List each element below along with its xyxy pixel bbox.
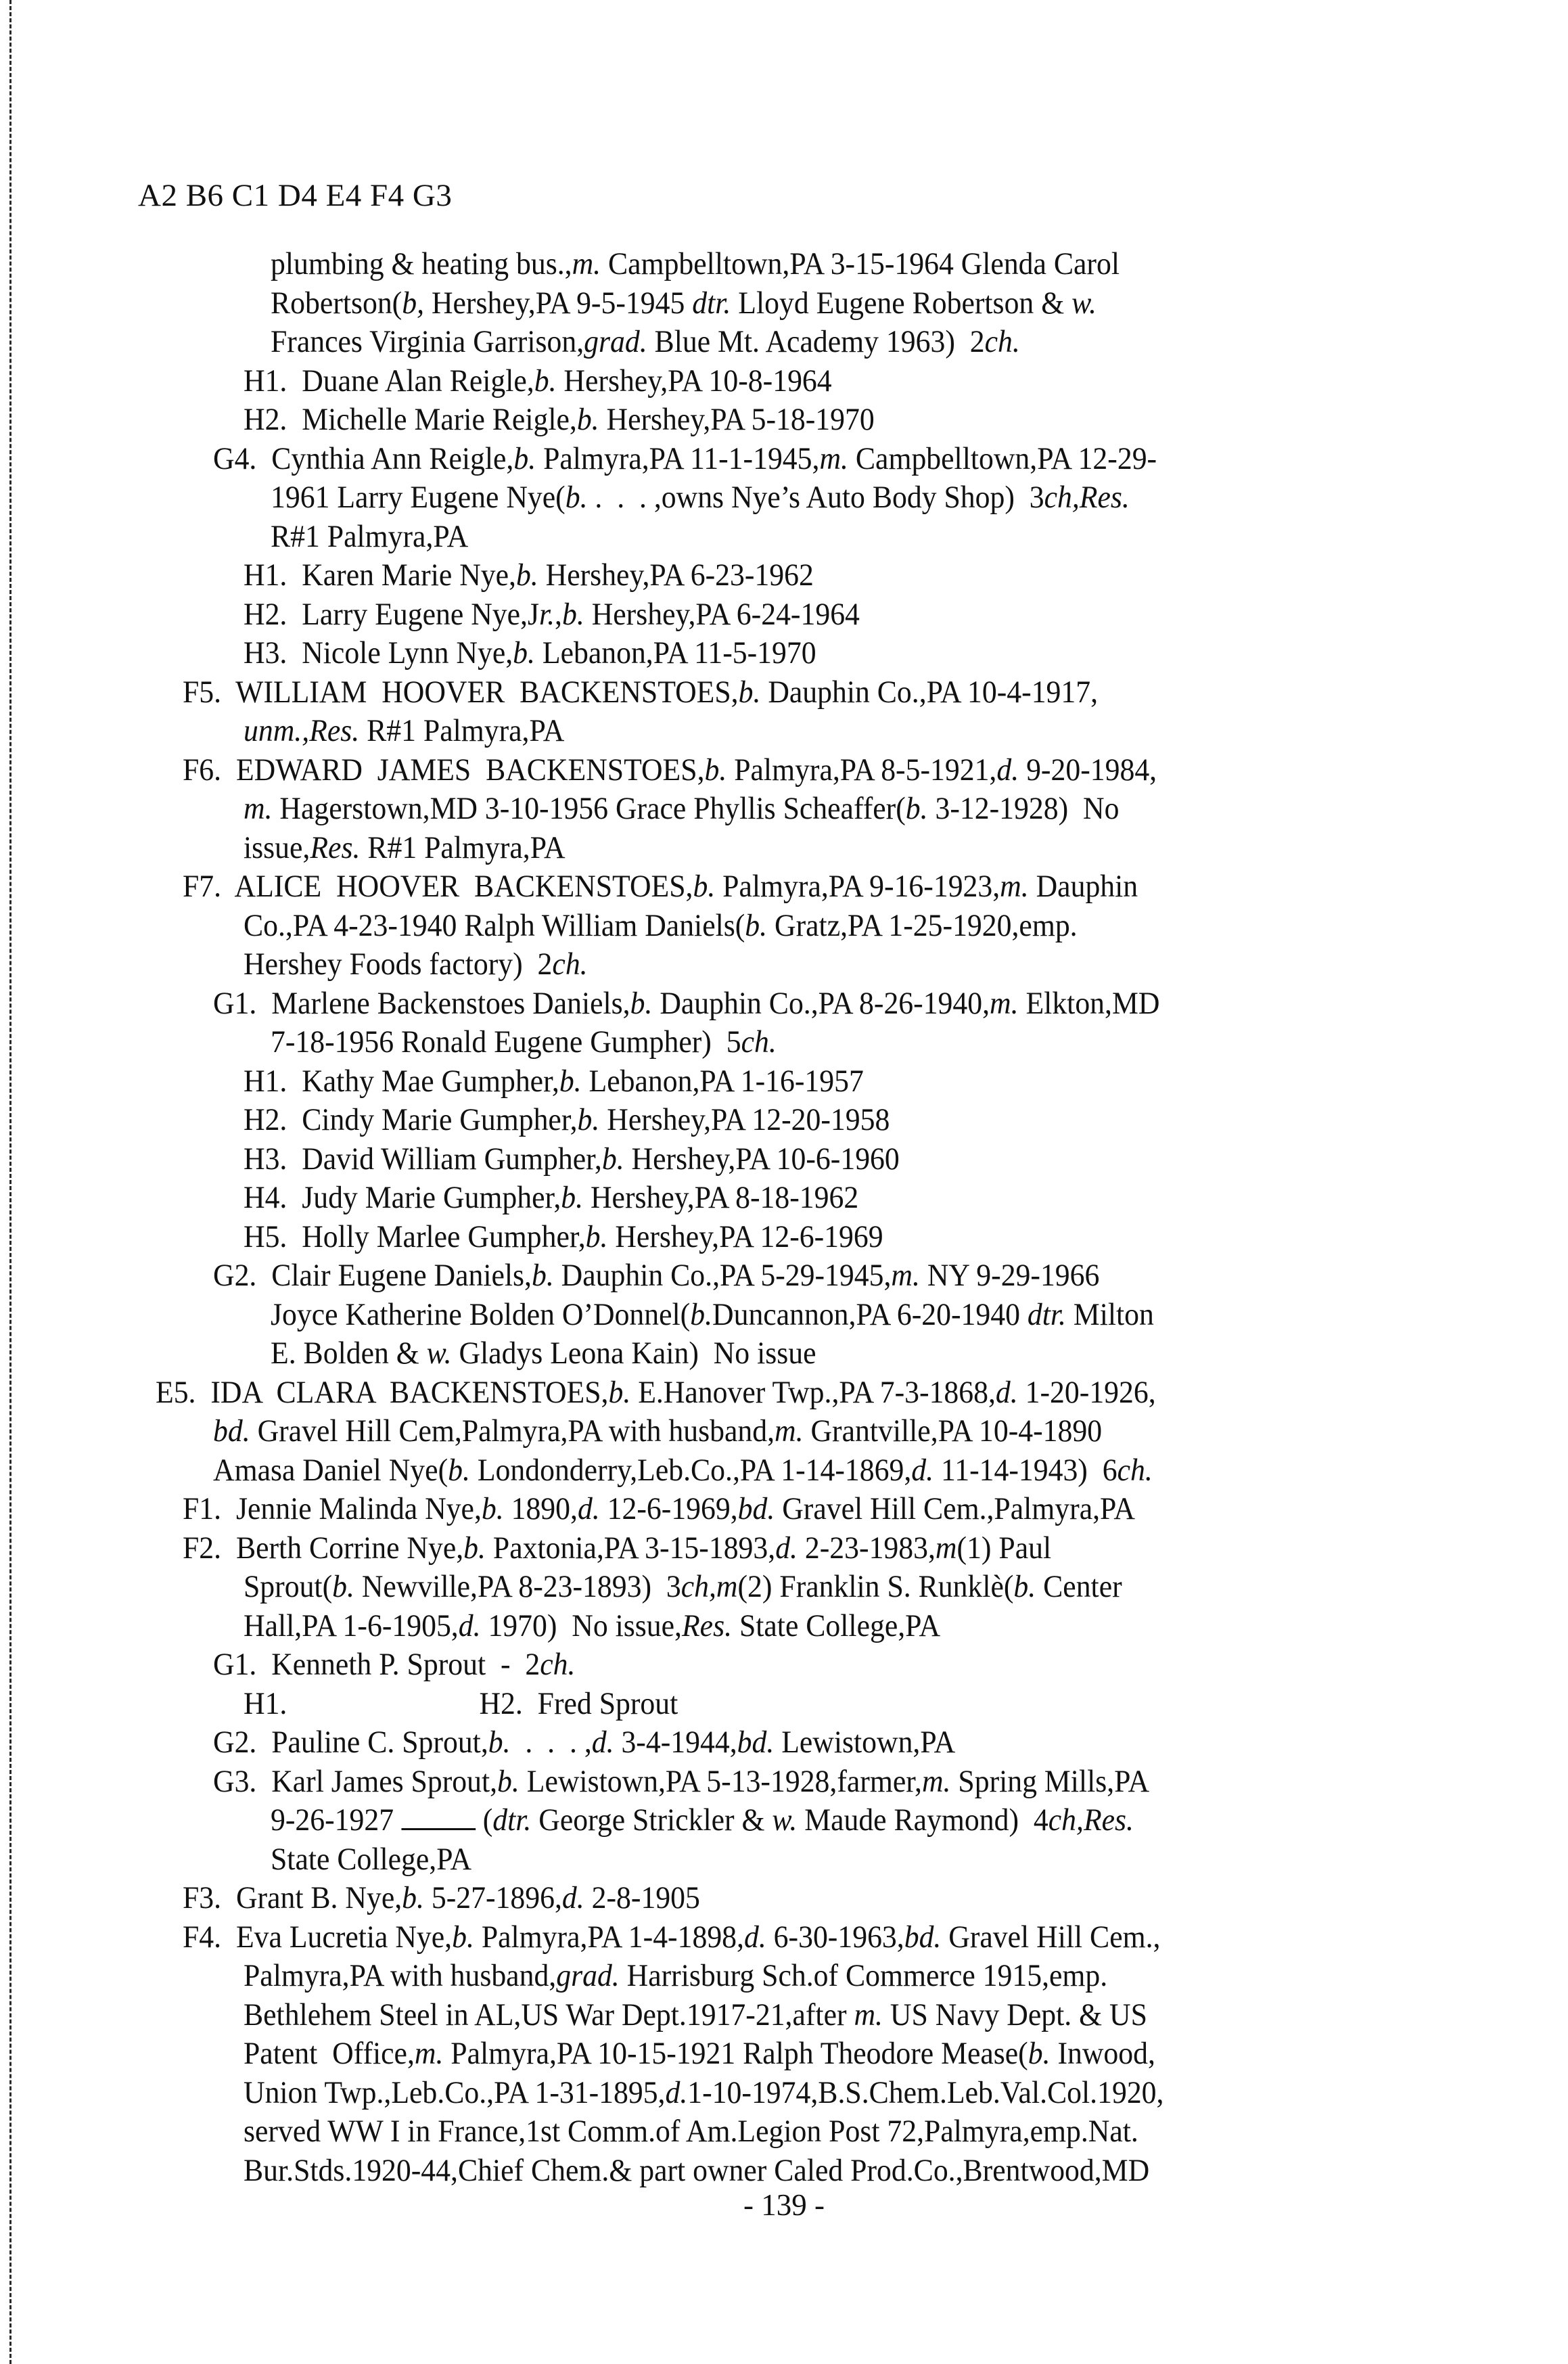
genealogy-line: G2. Clair Eugene Daniels,b. Dauphin Co.,PA 5-29-1945,m. NY 9-29-1966 — [213, 1258, 1100, 1293]
genealogy-line: H2. Michelle Marie Reigle,b. Hershey,PA 5-18-1970 — [244, 402, 875, 437]
genealogy-line: Bur.Stds.1920-44,Chief Chem.& part owner Caled Prod.Co.,Brentwood,MD — [244, 2152, 1150, 2188]
genealogy-line: 9-26-1927 (dtr. George Strickler & w. Maude Raymond) 4ch,Res. — [271, 1802, 1134, 1838]
genealogy-line: bd. Gravel Hill Cem,Palmyra,PA with husband,m. Grantville,PA 10-4-1890 — [213, 1413, 1103, 1449]
genealogy-line: State College,PA — [271, 1841, 472, 1877]
genealogy-line: Union Twp.,Leb.Co.,PA 1-31-1895,d.1-10-1974,B.S.Chem.Leb.Val.Col.1920, — [244, 2074, 1164, 2110]
genealogy-line: Sprout(b. Newville,PA 8-23-1893) 3ch,m(2) Franklin S. Runklè(b. Center — [244, 1569, 1122, 1604]
genealogy-line: H1. H2. Fred Sprout — [244, 1685, 678, 1721]
genealogy-line: G3. Karl James Sprout,b. Lewistown,PA 5-13-1928,farmer,m. Spring Mills,PA — [213, 1763, 1150, 1799]
genealogy-line: Bethlehem Steel in AL,US War Dept.1917-21,after m. US Navy Dept. & US — [244, 1997, 1147, 2032]
genealogy-line: m. Hagerstown,MD 3-10-1956 Grace Phyllis Scheaffer(b. 3-12-1928) No — [244, 791, 1120, 826]
genealogy-line: F2. Berth Corrine Nye,b. Paxtonia,PA 3-15-1893,d. 2-23-1983,m(1) Paul — [183, 1530, 1052, 1566]
genealogy-line: Co.,PA 4-23-1940 Ralph William Daniels(b. Gratz,PA 1-25-1920,emp. — [244, 907, 1078, 943]
genealogy-line: H5. Holly Marlee Gumpher,b. Hershey,PA 12-6-1969 — [244, 1219, 883, 1254]
genealogy-line: Hall,PA 1-6-1905,d. 1970) No issue,Res. State College,PA — [244, 1608, 941, 1643]
genealogy-line: Robertson(b, Hershey,PA 9-5-1945 dtr. Lloyd Eugene Robertson & w. — [271, 285, 1097, 321]
genealogy-line: H4. Judy Marie Gumpher,b. Hershey,PA 8-18-1962 — [244, 1180, 859, 1215]
genealogy-line: E. Bolden & w. Gladys Leona Kain) No issue — [271, 1336, 816, 1371]
genealogy-line: R#1 Palmyra,PA — [271, 518, 469, 554]
genealogy-line: H1. Duane Alan Reigle,b. Hershey,PA 10-8-1964 — [244, 363, 832, 399]
genealogy-line: G2. Pauline C. Sprout,b. . . . ,d. 3-4-1944,bd. Lewistown,PA — [213, 1725, 956, 1760]
genealogy-line: H3. David William Gumpher,b. Hershey,PA 10-6-1960 — [244, 1141, 900, 1177]
genealogy-line: E5. IDA CLARA BACKENSTOES,b. E.Hanover Twp.,PA 7-3-1868,d. 1-20-1926, — [156, 1374, 1156, 1410]
genealogy-line: Joyce Katherine Bolden O’Donnel(b.Duncannon,PA 6-20-1940 dtr. Milton — [271, 1296, 1154, 1332]
genealogy-line: issue,Res. R#1 Palmyra,PA — [244, 829, 566, 865]
page-edge-perforation — [9, 0, 11, 2364]
genealogy-line: Palmyra,PA with husband,grad. Harrisburg Sch.of Commerce 1915,emp. — [244, 1958, 1108, 1993]
genealogy-line: F1. Jennie Malinda Nye,b. 1890,d. 12-6-1969,bd. Gravel Hill Cem.,Palmyra,PA — [183, 1491, 1135, 1526]
genealogy-line: F7. ALICE HOOVER BACKENSTOES,b. Palmyra,PA 9-16-1923,m. Dauphin — [183, 869, 1138, 904]
genealogy-line: unm.,Res. R#1 Palmyra,PA — [244, 713, 565, 748]
genealogy-line: H2. Larry Eugene Nye,Jr.,b. Hershey,PA 6-24-1964 — [244, 596, 860, 632]
genealogy-line: F4. Eva Lucretia Nye,b. Palmyra,PA 1-4-1898,d. 6-30-1963,bd. Gravel Hill Cem., — [183, 1919, 1161, 1955]
genealogy-line: G4. Cynthia Ann Reigle,b. Palmyra,PA 11-1-1945,m. Campbelltown,PA 12-29- — [213, 440, 1157, 476]
genealogy-line: 1961 Larry Eugene Nye(b. . . . ,owns Nye’s Auto Body Shop) 3ch,Res. — [271, 480, 1130, 515]
genealogy-line: F3. Grant B. Nye,b. 5-27-1896,d. 2-8-1905 — [183, 1880, 700, 1915]
genealogy-line: H3. Nicole Lynn Nye,b. Lebanon,PA 11-5-1970 — [244, 635, 816, 670]
genealogy-line: H2. Cindy Marie Gumpher,b. Hershey,PA 12-20-1958 — [244, 1102, 890, 1137]
genealogy-line: G1. Kenneth P. Sprout - 2ch. — [213, 1647, 576, 1682]
genealogy-line: Patent Office,m. Palmyra,PA 10-15-1921 Ralph Theodore Mease(b. Inwood, — [244, 2036, 1155, 2071]
genealogy-line: F6. EDWARD JAMES BACKENSTOES,b. Palmyra,PA 8-5-1921,d. 9-20-1984, — [183, 752, 1157, 788]
genealogy-line: Frances Virginia Garrison,grad. Blue Mt. Academy 1963) 2ch. — [271, 324, 1020, 359]
genealogy-line: plumbing & heating bus.,m. Campbelltown,PA 3-15-1964 Glenda Carol — [271, 246, 1120, 281]
lineage-header: A2 B6 C1 D4 E4 F4 G3 — [138, 178, 453, 213]
genealogy-line: H1. Kathy Mae Gumpher,b. Lebanon,PA 1-16-1957 — [244, 1063, 864, 1099]
genealogy-line: Hershey Foods factory) 2ch. — [244, 947, 588, 982]
page-number: - 139 - — [743, 2188, 825, 2222]
genealogy-line: H1. Karen Marie Nye,b. Hershey,PA 6-23-1962 — [244, 558, 814, 593]
genealogy-line: F5. WILLIAM HOOVER BACKENSTOES,b. Dauphin Co.,PA 10-4-1917, — [183, 674, 1099, 710]
genealogy-line: Amasa Daniel Nye(b. Londonderry,Leb.Co.,PA 1-14-1869,d. 11-14-1943) 6ch. — [213, 1452, 1153, 1488]
genealogy-line: served WW I in France,1st Comm.of Am.Legion Post 72,Palmyra,emp.Nat. — [244, 2114, 1138, 2149]
genealogy-line: 7-18-1956 Ronald Eugene Gumpher) 5ch. — [271, 1024, 777, 1060]
genealogy-line: G1. Marlene Backenstoes Daniels,b. Dauphin Co.,PA 8-26-1940,m. Elkton,MD — [213, 985, 1160, 1021]
